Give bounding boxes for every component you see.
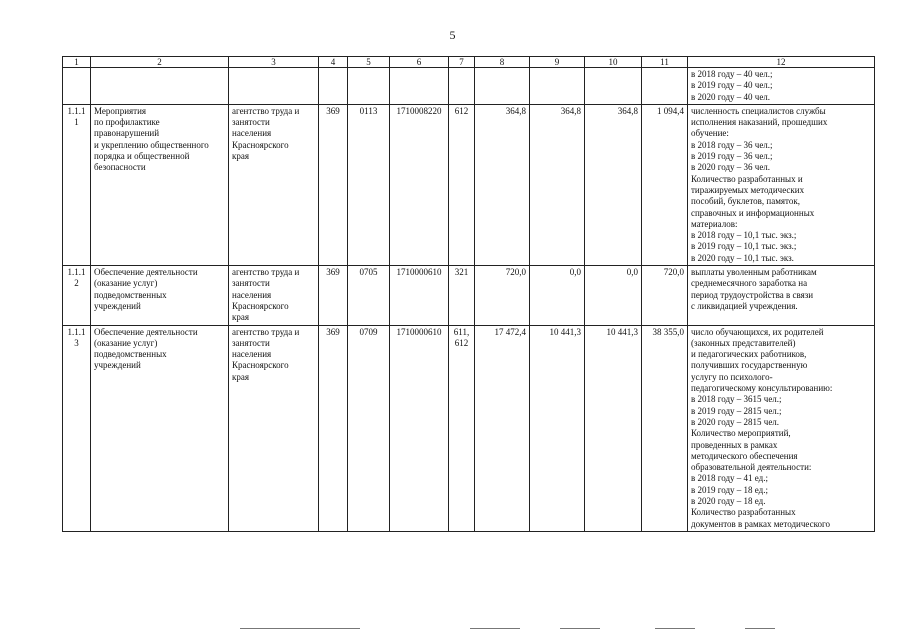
activity-name-cell: [91, 266, 229, 325]
target-item-code: 1710000610: [390, 325, 449, 531]
scan-artifact-line: [240, 628, 360, 629]
item-number: 1.1.11: [63, 104, 91, 265]
amount-2018: 720,0: [475, 266, 530, 325]
result-line: услугу по психолого-: [691, 371, 773, 382]
column-number: 10: [585, 57, 642, 68]
activity-name-line: (оказание услуг): [94, 278, 158, 289]
target-item-code: 1710000610: [390, 266, 449, 325]
result-line: документов в рамках методического: [691, 518, 830, 529]
gribs-code: 369: [319, 104, 348, 265]
activity-name-line: Обеспечение деятельности: [94, 267, 198, 278]
activity-name-cell: [91, 325, 229, 531]
column-number: 7: [449, 57, 475, 68]
result-line: тиражируемых методических: [691, 184, 805, 195]
column-number: 3: [229, 57, 319, 68]
column-number: 1: [63, 57, 91, 68]
target-item-code: 1710008220: [390, 104, 449, 265]
result-line: в 2018 году – 3615 чел.;: [691, 394, 782, 405]
amount-2018: 17 472,4: [475, 325, 530, 531]
agency-line: края: [232, 371, 250, 382]
activity-name-line: и укреплению общественного: [94, 139, 209, 150]
column-number-row: [63, 57, 875, 68]
table-row: [63, 266, 875, 325]
expected-result-cell: [688, 325, 875, 531]
result-line: и педагогических работников,: [691, 349, 807, 360]
amount-2020: 10 441,3: [585, 325, 642, 531]
activity-name-line: подведомственных: [94, 349, 167, 360]
scan-artifact-line: [560, 628, 600, 629]
column-number: 9: [530, 57, 585, 68]
amount-2020: 364,8: [585, 104, 642, 265]
expected-result-cell: [688, 266, 875, 325]
result-line: в 2019 году – 10,1 тыс. экз.;: [691, 241, 797, 252]
expense-type-code: 612: [454, 337, 469, 348]
result-line: с ликвидацией учреждения.: [691, 300, 798, 311]
column-number: 12: [688, 57, 875, 68]
result-line: методического обеспечения: [691, 450, 798, 461]
result-line: обучение:: [691, 128, 729, 139]
page-number: 5: [449, 28, 456, 42]
expense-type-cell: [449, 325, 475, 531]
amount-total: 1 094,4: [642, 104, 688, 265]
column-number: 8: [475, 57, 530, 68]
expense-type-code: 611,: [453, 326, 470, 337]
scan-artifact-line: [655, 628, 695, 629]
agency-line: населения: [232, 349, 272, 360]
section-code: 0113: [348, 104, 390, 265]
continuation-results-cell: [688, 68, 875, 105]
result-line: выплаты уволенным работникам: [691, 267, 817, 278]
activity-name-line: порядка и общественной: [94, 151, 190, 162]
activity-name-line: подведомственных: [94, 289, 167, 300]
result-line: исполнения наказаний, прошедших: [691, 117, 828, 128]
amount-2019: 10 441,3: [530, 325, 585, 531]
result-line: в 2019 году – 2815 чел.;: [691, 405, 782, 416]
agency-line: занятости: [232, 117, 270, 128]
expense-type-cell: [449, 266, 475, 325]
result-line: в 2019 году – 40 чел.;: [691, 80, 773, 91]
agency-cell: [229, 104, 319, 265]
activity-name-cell: [91, 104, 229, 265]
scan-artifact-line: [745, 628, 775, 629]
agency-line: населения: [232, 128, 272, 139]
result-line: в 2018 году – 36 чел.;: [691, 139, 773, 150]
amount-total: 38 355,0: [642, 325, 688, 531]
agency-line: агентство труда и: [232, 326, 300, 337]
agency-line: Красноярского: [232, 360, 289, 371]
activity-name-line: (оказание услуг): [94, 337, 158, 348]
continuation-row: [63, 68, 875, 105]
agency-line: занятости: [232, 278, 270, 289]
result-line: Количество разработанных и: [691, 173, 803, 184]
activity-name-line: Обеспечение деятельности: [94, 326, 198, 337]
result-line: число обучающихся, их родителей: [691, 326, 824, 337]
result-line: в 2018 году – 10,1 тыс. экз.;: [691, 230, 797, 241]
result-line: проведенных в рамках: [691, 439, 778, 450]
result-line: в 2019 году – 18 ед.;: [691, 484, 768, 495]
expense-type-cell: [449, 104, 475, 265]
section-code: 0709: [348, 325, 390, 531]
amount-2018: 364,8: [475, 104, 530, 265]
activity-name-line: учреждений: [94, 360, 141, 371]
amount-total: 720,0: [642, 266, 688, 325]
amount-2019: 0,0: [530, 266, 585, 325]
agency-line: занятости: [232, 337, 270, 348]
result-line: получивших государственную: [691, 360, 808, 371]
result-line: среднемесячного заработка на: [691, 278, 808, 289]
result-line: (законных представителей): [691, 337, 796, 348]
result-line: образовательной деятельности:: [691, 462, 812, 473]
column-number: 2: [91, 57, 229, 68]
activity-name-line: учреждений: [94, 300, 141, 311]
expected-result-cell: [688, 104, 875, 265]
agency-line: агентство труда и: [232, 105, 300, 116]
agency-line: Красноярского: [232, 300, 289, 311]
agency-line: края: [232, 312, 250, 323]
result-line: в 2020 году – 18 ед.: [691, 495, 766, 506]
agency-line: населения: [232, 289, 272, 300]
result-line: в 2020 году – 10,1 тыс. экз.: [691, 252, 794, 263]
result-line: педагогическому консультированию:: [691, 383, 833, 394]
amount-2020: 0,0: [585, 266, 642, 325]
column-number: 5: [348, 57, 390, 68]
agency-line: края: [232, 151, 250, 162]
result-line: Количество мероприятий,: [691, 428, 791, 439]
scan-artifact-line: [470, 628, 520, 629]
column-number: 4: [319, 57, 348, 68]
amount-2019: 364,8: [530, 104, 585, 265]
result-line: в 2020 году – 40 чел.: [691, 91, 771, 102]
section-code: 0705: [348, 266, 390, 325]
result-line: период трудоустройства в связи: [691, 289, 814, 300]
result-line: в 2020 году – 36 чел.: [691, 162, 771, 173]
expense-type-code: 321: [454, 267, 469, 278]
item-number: 1.1.12: [63, 266, 91, 325]
expense-type-code: 612: [454, 105, 469, 116]
result-line: пособий, буклетов, памяток,: [691, 196, 800, 207]
result-line: в 2020 году – 2815 чел.: [691, 416, 780, 427]
result-line: численность специалистов службы: [691, 105, 826, 116]
table-row: [63, 325, 875, 531]
budget-table: [62, 56, 875, 532]
column-number: 6: [390, 57, 449, 68]
activity-name-line: правонарушений: [94, 128, 160, 139]
item-number: 1.1.13: [63, 325, 91, 531]
gribs-code: 369: [319, 266, 348, 325]
agency-line: агентство труда и: [232, 267, 300, 278]
result-line: в 2018 году – 40 чел.;: [691, 69, 773, 79]
agency-cell: [229, 325, 319, 531]
gribs-code: 369: [319, 325, 348, 531]
result-line: в 2018 году – 41 ед.;: [691, 473, 768, 484]
activity-name-line: безопасности: [94, 162, 146, 173]
table-row: [63, 104, 875, 265]
agency-line: Красноярского: [232, 139, 289, 150]
activity-name-line: по профилактике: [94, 117, 160, 128]
result-line: Количество разработанных: [691, 507, 796, 518]
agency-cell: [229, 266, 319, 325]
activity-name-line: Мероприятия: [94, 105, 147, 116]
column-number: 11: [642, 57, 688, 68]
result-line: в 2019 году – 36 чел.;: [691, 151, 773, 162]
result-line: материалов:: [691, 218, 738, 229]
result-line: справочных и информационных: [691, 207, 815, 218]
